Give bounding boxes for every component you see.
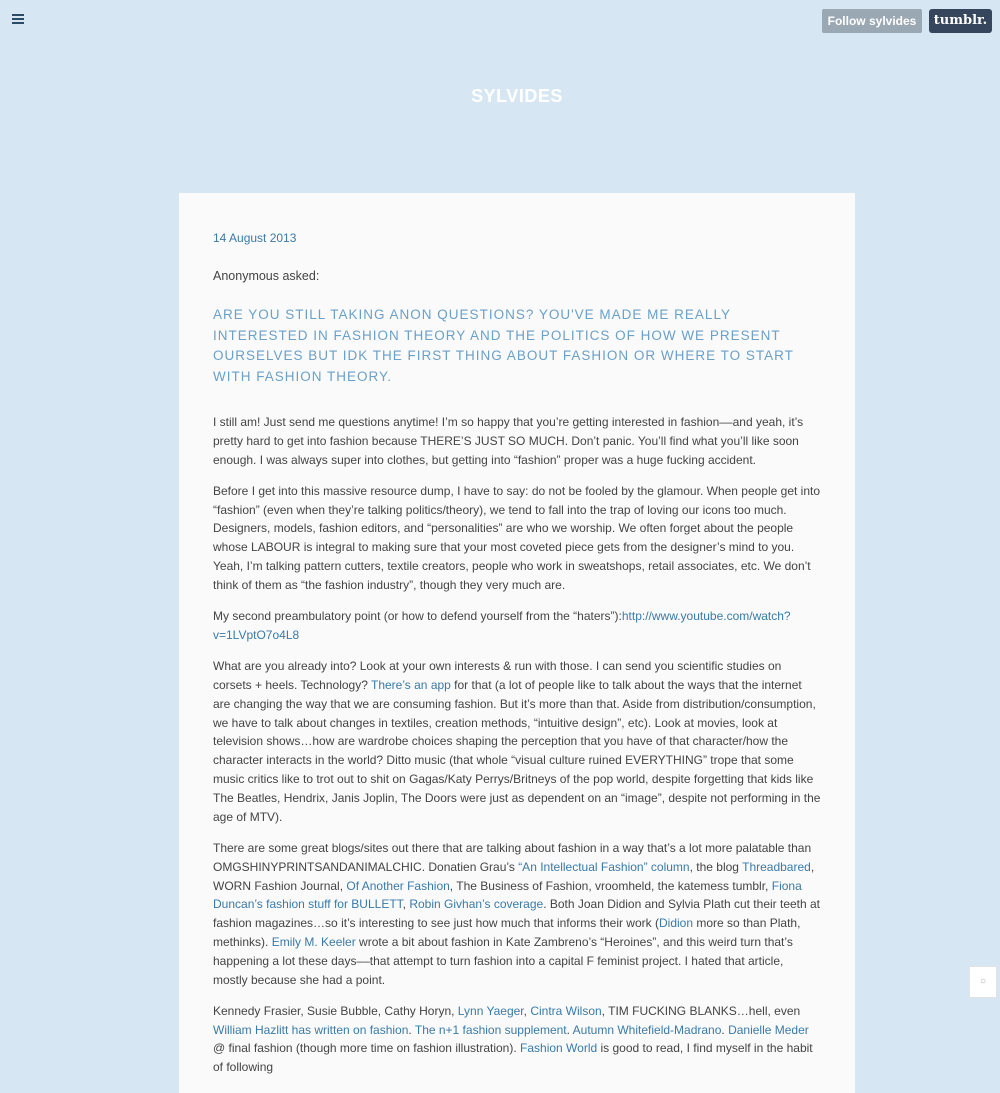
inline-link[interactable]: There’s an app	[371, 678, 451, 693]
paragraph-text: for that (a lot of people like to talk about the ways that the internet are changing the way that we are consuming fashion. But it’s more than that. Aside from distribution/consumption, we have to talk about changes in textiles, creation methods, “intuitive design”, etc). Look at movies, look at television shows…how are wardrobe choices shaping the perception that you have of that character/how the character interacts in the world? Ditto music (that whole “visual culture ruined EVERYTHING” trope that some music critics like to trot out to shit on Gagas/Katy Perrys/Britneys of the pop world, despite forgetting that kids like The Beatles, Hendrix, Janis Joplin, The Doors were just as dependent on an “image”, despite not performing in the age of MTV).	[213, 678, 821, 824]
inline-link[interactable]: William Hazlitt has written on fashion	[213, 1022, 409, 1037]
paragraph-text: is good to read, I find myself in the habit of following	[213, 1041, 813, 1075]
blog-title[interactable]: SYLVIDES	[471, 86, 563, 106]
inline-link[interactable]: Cintra Wilson	[530, 1003, 602, 1018]
inline-link[interactable]: Fiona Duncan’s fashion stuff for BULLETT	[213, 878, 802, 912]
answer-paragraph	[213, 839, 821, 989]
post-card	[179, 193, 855, 1093]
paragraph-text: ,	[402, 897, 410, 912]
paragraph-text: wrote a bit about fashion in Kate Zambreno’s “Heroines”, and this weird turn that’s happening a lot these days––that attempt to turn fashion into a capital F feminist project. I hated that article, mostly because she had a point.	[213, 934, 793, 987]
answer-paragraph	[213, 482, 821, 595]
paragraph-text: , the blog	[689, 859, 743, 874]
paragraph-text: ,	[523, 1003, 531, 1018]
inline-link[interactable]: The n+1 fashion supplement	[414, 1022, 567, 1037]
inline-link[interactable]: Robin Givhan’s coverage	[409, 897, 544, 912]
paragraph-text: @ final fashion (though more time on fashion illustration).	[213, 1041, 521, 1056]
paragraph-text: , WORN Fashion Journal,	[213, 859, 815, 893]
paragraph-text: , TIM FUCKING BLANKS…hell, even	[601, 1003, 801, 1018]
inline-link[interactable]: Lynn Yaeger	[457, 1003, 524, 1018]
scroll-top-icon[interactable]: ○	[969, 966, 997, 998]
inline-link[interactable]: Didion	[658, 916, 694, 931]
paragraph-text: , The Business of Fashion, vroomheld, the katemess tumblr,	[449, 878, 772, 893]
tumblr-logo[interactable]: tumblr.	[929, 9, 992, 33]
paragraph-text: There are some great blogs/sites out there that are talking about fashion in a way that’s a lot more palatable than OMGSHINYPRINTSANDANIMALCHIC. Donatien Grau’s	[213, 840, 812, 874]
paragraph-text: My second preambulatory point (or how to defend yourself from the “haters”):	[213, 609, 622, 624]
inline-link[interactable]: “An Intellectual Fashion” column	[518, 859, 690, 874]
answer-paragraph	[213, 413, 821, 469]
asker-label: Anonymous asked:	[213, 269, 320, 283]
inline-link[interactable]: Emily M. Keeler	[271, 934, 356, 949]
paragraph-text: .	[566, 1022, 573, 1037]
answer-paragraph	[213, 1002, 821, 1077]
inline-link[interactable]: http://www.youtube.com/watch?v=1LVptO7o4L8	[213, 609, 791, 642]
inline-link[interactable]: Of Another Fashion	[346, 878, 450, 893]
inline-link[interactable]: Fashion World	[520, 1041, 598, 1056]
paragraph-text: Kennedy Frasier, Susie Bubble, Cathy Horyn,	[213, 1003, 458, 1018]
inline-link[interactable]: Danielle Meder	[728, 1022, 809, 1037]
paragraph-text: .	[408, 1022, 415, 1037]
paragraph-text: .	[721, 1022, 729, 1037]
paragraph-text: Before I get into this massive resource dump, I have to say: do not be fooled by the glamour. When people get into “fashion” (even when they’re talking politics/theory), we tend to fall into the trap of loving our icons too much. Designers, models, fashion editors, and “personalities” are who we worship. We often forget about the people whose LABOUR is integral to making sure that your most coveted piece gets from the designer’s mind to you. Yeah, I’m talking pattern cutters, textile creators, people who work in sweatshops, retail associates, etc. We don’t think of them as “the fashion industry”, though they very much are.	[213, 483, 821, 592]
answer-paragraph	[213, 657, 821, 826]
question-text: ARE YOU STILL TAKING ANON QUESTIONS? YOU'VE MADE ME REALLY INTERESTED IN FASHION THEORY AND THE POLITICS OF HOW WE PRESENT OURSELVES BUT IDK THE FIRST THING ABOUT FASHION OR WHERE TO START WITH FASHION THEORY.	[213, 307, 794, 384]
follow-button[interactable]: Follow sylvides	[822, 9, 922, 33]
paragraph-text: . Both Joan Didion and Sylvia Plath cut their teeth at fashion magazines…so it’s interesting to see just how much that informs their work (	[213, 897, 821, 931]
post-date-link[interactable]: 14 August 2013	[213, 231, 297, 245]
hamburger-menu-icon[interactable]	[12, 12, 24, 26]
answer-paragraph	[213, 607, 821, 645]
answer-body	[213, 413, 821, 1077]
inline-link[interactable]: Threadbared	[742, 859, 811, 874]
inline-link[interactable]: Autumn Whitefield-Madrano	[572, 1022, 722, 1037]
paragraph-text: I still am! Just send me questions anytime! I’m so happy that you’re getting interested in fashion––and yeah, it’s pretty hard to get into fashion because THERE’S JUST SO MUCH. Don’t panic. You’ll find what you’ll like soon enough. I was always super into clothes, but getting into “fashion” proper was a huge fucking accident.	[213, 415, 804, 467]
paragraph-text: more so than Plath, methinks).	[213, 916, 801, 949]
paragraph-text: What are you already into? Look at your own interests & run with those. I can send you scientific studies on corsets + heels. Technology?	[213, 659, 782, 693]
